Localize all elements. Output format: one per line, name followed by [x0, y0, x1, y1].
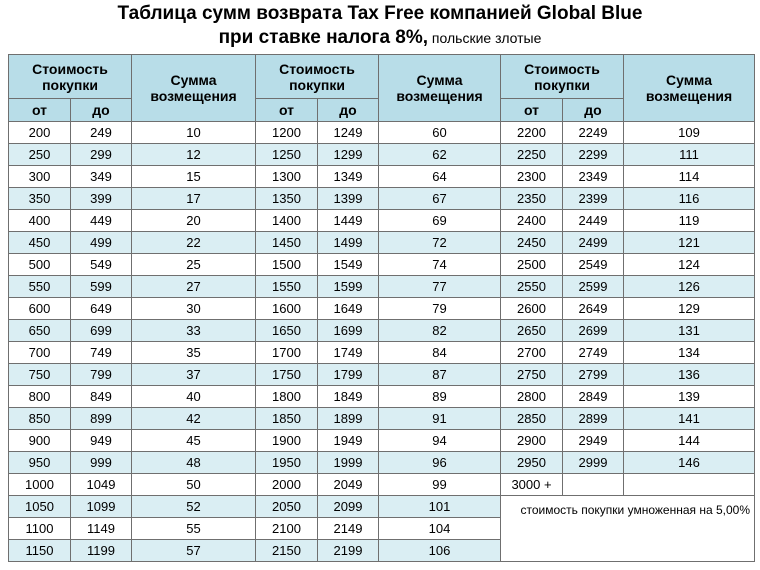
cell-from-2: 1300	[256, 166, 318, 188]
cell-refund-1: 27	[132, 276, 256, 298]
table-row	[9, 496, 755, 518]
cell-from-3: 2750	[501, 364, 563, 386]
cell-to-3: 2249	[563, 122, 624, 144]
cell-refund-1: 22	[132, 232, 256, 254]
cell-refund-2: 69	[379, 210, 501, 232]
cell-from-3: 2650	[501, 320, 563, 342]
cell-refund-3: 114	[624, 166, 755, 188]
cell-from-2: 1200	[256, 122, 318, 144]
title-line-2	[0, 26, 760, 50]
header-cost-1: Стоимость покупки	[9, 55, 132, 99]
cell-to-3: 2299	[563, 144, 624, 166]
table-row	[9, 144, 755, 166]
cell-to-2: 1299	[318, 144, 379, 166]
cell-from-3: 2350	[501, 188, 563, 210]
cell-to-2: 1599	[318, 276, 379, 298]
cell-refund-2: 91	[379, 408, 501, 430]
cell-from-1: 250	[9, 144, 71, 166]
cell-to-3: 2649	[563, 298, 624, 320]
cell-from-3: 2300	[501, 166, 563, 188]
cell-to-2: 1349	[318, 166, 379, 188]
cell-to-2: 1949	[318, 430, 379, 452]
cell-from-1: 650	[9, 320, 71, 342]
cell-refund-1: 35	[132, 342, 256, 364]
cell-refund-1: 12	[132, 144, 256, 166]
cell-to-1: 749	[71, 342, 132, 364]
table-row	[9, 452, 755, 474]
cell-refund-3: 139	[624, 386, 755, 408]
cell-from-2: 1750	[256, 364, 318, 386]
cell-refund-3	[624, 474, 755, 496]
cell-to-2: 1249	[318, 122, 379, 144]
cell-from-2: 1550	[256, 276, 318, 298]
cell-to-2: 1499	[318, 232, 379, 254]
cell-from-3: 2200	[501, 122, 563, 144]
cell-from-2: 1850	[256, 408, 318, 430]
table-row	[9, 342, 755, 364]
cell-refund-2: 106	[379, 540, 501, 562]
cell-refund-2: 87	[379, 364, 501, 386]
cell-refund-2: 79	[379, 298, 501, 320]
cell-from-2: 1600	[256, 298, 318, 320]
table-row	[9, 474, 755, 496]
cell-from-1: 550	[9, 276, 71, 298]
title-currency: польские злотые	[428, 30, 542, 46]
cell-refund-2: 94	[379, 430, 501, 452]
cell-from-1: 850	[9, 408, 71, 430]
cell-to-3: 2799	[563, 364, 624, 386]
cell-to-1: 399	[71, 188, 132, 210]
cell-to-1: 1099	[71, 496, 132, 518]
cell-from-1: 450	[9, 232, 71, 254]
cell-refund-2: 64	[379, 166, 501, 188]
cell-to-2: 1799	[318, 364, 379, 386]
cell-from-1: 950	[9, 452, 71, 474]
table-row	[9, 408, 755, 430]
cell-from-2: 1700	[256, 342, 318, 364]
cell-to-3: 2349	[563, 166, 624, 188]
cell-refund-1: 25	[132, 254, 256, 276]
cell-to-1: 599	[71, 276, 132, 298]
cell-to-3: 2499	[563, 232, 624, 254]
cell-from-2: 1900	[256, 430, 318, 452]
table-row	[9, 364, 755, 386]
cell-to-2: 2099	[318, 496, 379, 518]
cell-from-3: 2250	[501, 144, 563, 166]
title-line-1: Таблица сумм возврата Tax Free компанией Global Blue	[117, 3, 643, 24]
refund-table	[8, 54, 755, 562]
cell-from-1: 600	[9, 298, 71, 320]
cell-to-1: 449	[71, 210, 132, 232]
cell-to-2: 1999	[318, 452, 379, 474]
cell-refund-2: 62	[379, 144, 501, 166]
cell-from-2: 1250	[256, 144, 318, 166]
table-row	[9, 320, 755, 342]
cell-refund-2: 99	[379, 474, 501, 496]
cell-refund-2: 74	[379, 254, 501, 276]
cell-refund-1: 48	[132, 452, 256, 474]
cell-refund-2: 84	[379, 342, 501, 364]
cell-to-2: 1849	[318, 386, 379, 408]
cell-refund-2: 89	[379, 386, 501, 408]
cell-refund-1: 30	[132, 298, 256, 320]
cell-refund-1: 55	[132, 518, 256, 540]
cell-from-3: 2400	[501, 210, 563, 232]
cell-from-3: 2600	[501, 298, 563, 320]
cell-from-1: 1150	[9, 540, 71, 562]
cell-refund-1: 52	[132, 496, 256, 518]
cell-refund-3: 116	[624, 188, 755, 210]
cell-to-1: 1049	[71, 474, 132, 496]
cell-from-3: 2700	[501, 342, 563, 364]
cell-refund-2: 77	[379, 276, 501, 298]
cell-to-2: 1649	[318, 298, 379, 320]
title-rate: при ставке налога 8%,	[218, 27, 429, 48]
table-row	[9, 166, 755, 188]
cell-to-1: 699	[71, 320, 132, 342]
cell-to-2: 1899	[318, 408, 379, 430]
cell-refund-2: 60	[379, 122, 501, 144]
cell-to-3: 2749	[563, 342, 624, 364]
cell-to-1: 549	[71, 254, 132, 276]
cell-from-2: 2100	[256, 518, 318, 540]
cell-to-1: 649	[71, 298, 132, 320]
table-row	[9, 122, 755, 144]
cell-to-3: 2849	[563, 386, 624, 408]
cell-to-2: 1699	[318, 320, 379, 342]
header-from-2: от	[256, 99, 318, 122]
cell-refund-3: 144	[624, 430, 755, 452]
cell-refund-3: 131	[624, 320, 755, 342]
cell-refund-3: 141	[624, 408, 755, 430]
cell-from-1: 700	[9, 342, 71, 364]
cell-to-2: 2049	[318, 474, 379, 496]
cell-refund-3: 136	[624, 364, 755, 386]
cell-to-1: 999	[71, 452, 132, 474]
cell-from-2: 1950	[256, 452, 318, 474]
cell-to-3: 2699	[563, 320, 624, 342]
cell-to-3: 2949	[563, 430, 624, 452]
cell-from-3: 2950	[501, 452, 563, 474]
cell-to-2: 1549	[318, 254, 379, 276]
cell-from-3: 3000 +	[501, 474, 563, 496]
header-refund-1: Сумма возмещения	[132, 55, 256, 122]
cell-refund-1: 15	[132, 166, 256, 188]
cell-from-1: 800	[9, 386, 71, 408]
cell-refund-1: 57	[132, 540, 256, 562]
cell-to-2: 1399	[318, 188, 379, 210]
header-from-1: от	[9, 99, 71, 122]
table-row	[9, 232, 755, 254]
cell-from-2: 1800	[256, 386, 318, 408]
cell-from-3: 2900	[501, 430, 563, 452]
cell-refund-3: 134	[624, 342, 755, 364]
cell-from-1: 1100	[9, 518, 71, 540]
note-cell: стоимость покупки умноженная на 5,00%	[501, 496, 755, 562]
cell-to-1: 1149	[71, 518, 132, 540]
cell-from-1: 1050	[9, 496, 71, 518]
cell-to-2: 1449	[318, 210, 379, 232]
cell-to-1: 949	[71, 430, 132, 452]
cell-to-3	[563, 474, 624, 496]
table-row	[9, 210, 755, 232]
cell-refund-1: 50	[132, 474, 256, 496]
cell-from-1: 350	[9, 188, 71, 210]
cell-refund-1: 45	[132, 430, 256, 452]
cell-refund-3: 111	[624, 144, 755, 166]
cell-to-3: 2449	[563, 210, 624, 232]
cell-from-1: 1000	[9, 474, 71, 496]
table-row	[9, 386, 755, 408]
header-from-3: от	[501, 99, 563, 122]
cell-refund-3: 146	[624, 452, 755, 474]
cell-refund-3: 124	[624, 254, 755, 276]
cell-to-1: 899	[71, 408, 132, 430]
cell-refund-3: 109	[624, 122, 755, 144]
cell-from-2: 1650	[256, 320, 318, 342]
cell-from-1: 400	[9, 210, 71, 232]
table-row	[9, 430, 755, 452]
cell-refund-2: 72	[379, 232, 501, 254]
cell-to-2: 1749	[318, 342, 379, 364]
cell-refund-3: 126	[624, 276, 755, 298]
cell-from-2: 1400	[256, 210, 318, 232]
cell-from-3: 2800	[501, 386, 563, 408]
cell-to-2: 2149	[318, 518, 379, 540]
cell-to-2: 2199	[318, 540, 379, 562]
cell-from-1: 300	[9, 166, 71, 188]
cell-refund-3: 119	[624, 210, 755, 232]
cell-to-3: 2599	[563, 276, 624, 298]
cell-refund-2: 104	[379, 518, 501, 540]
cell-from-2: 1450	[256, 232, 318, 254]
cell-to-1: 499	[71, 232, 132, 254]
cell-from-2: 1350	[256, 188, 318, 210]
cell-from-2: 1500	[256, 254, 318, 276]
cell-to-1: 799	[71, 364, 132, 386]
header-to-1: до	[71, 99, 132, 122]
cell-from-3: 2550	[501, 276, 563, 298]
cell-refund-2: 101	[379, 496, 501, 518]
cell-from-2: 2000	[256, 474, 318, 496]
cell-refund-2: 82	[379, 320, 501, 342]
cell-from-1: 900	[9, 430, 71, 452]
cell-refund-1: 10	[132, 122, 256, 144]
table-row	[9, 276, 755, 298]
table-row	[9, 298, 755, 320]
table-row	[9, 254, 755, 276]
cell-refund-1: 37	[132, 364, 256, 386]
cell-to-3: 2999	[563, 452, 624, 474]
table-body	[9, 122, 755, 562]
cell-to-1: 349	[71, 166, 132, 188]
cell-from-3: 2500	[501, 254, 563, 276]
header-refund-3: Сумма возмещения	[624, 55, 755, 122]
cell-to-3: 2549	[563, 254, 624, 276]
cell-to-1: 299	[71, 144, 132, 166]
header-to-2: до	[318, 99, 379, 122]
cell-refund-1: 33	[132, 320, 256, 342]
header-refund-2: Сумма возмещения	[379, 55, 501, 122]
cell-refund-1: 40	[132, 386, 256, 408]
cell-from-2: 2050	[256, 496, 318, 518]
header-cost-3: Стоимость покупки	[501, 55, 624, 99]
header-cost-2: Стоимость покупки	[256, 55, 379, 99]
cell-refund-2: 67	[379, 188, 501, 210]
header-to-3: до	[563, 99, 624, 122]
cell-from-1: 750	[9, 364, 71, 386]
cell-refund-3: 121	[624, 232, 755, 254]
cell-refund-3: 129	[624, 298, 755, 320]
cell-to-3: 2399	[563, 188, 624, 210]
table-row	[9, 188, 755, 210]
cell-from-1: 500	[9, 254, 71, 276]
cell-refund-1: 20	[132, 210, 256, 232]
cell-refund-1: 42	[132, 408, 256, 430]
cell-from-2: 2150	[256, 540, 318, 562]
cell-refund-2: 96	[379, 452, 501, 474]
cell-to-1: 849	[71, 386, 132, 408]
cell-from-3: 2450	[501, 232, 563, 254]
cell-to-1: 1199	[71, 540, 132, 562]
cell-refund-1: 17	[132, 188, 256, 210]
cell-from-3: 2850	[501, 408, 563, 430]
cell-to-3: 2899	[563, 408, 624, 430]
cell-to-1: 249	[71, 122, 132, 144]
cell-from-1: 200	[9, 122, 71, 144]
